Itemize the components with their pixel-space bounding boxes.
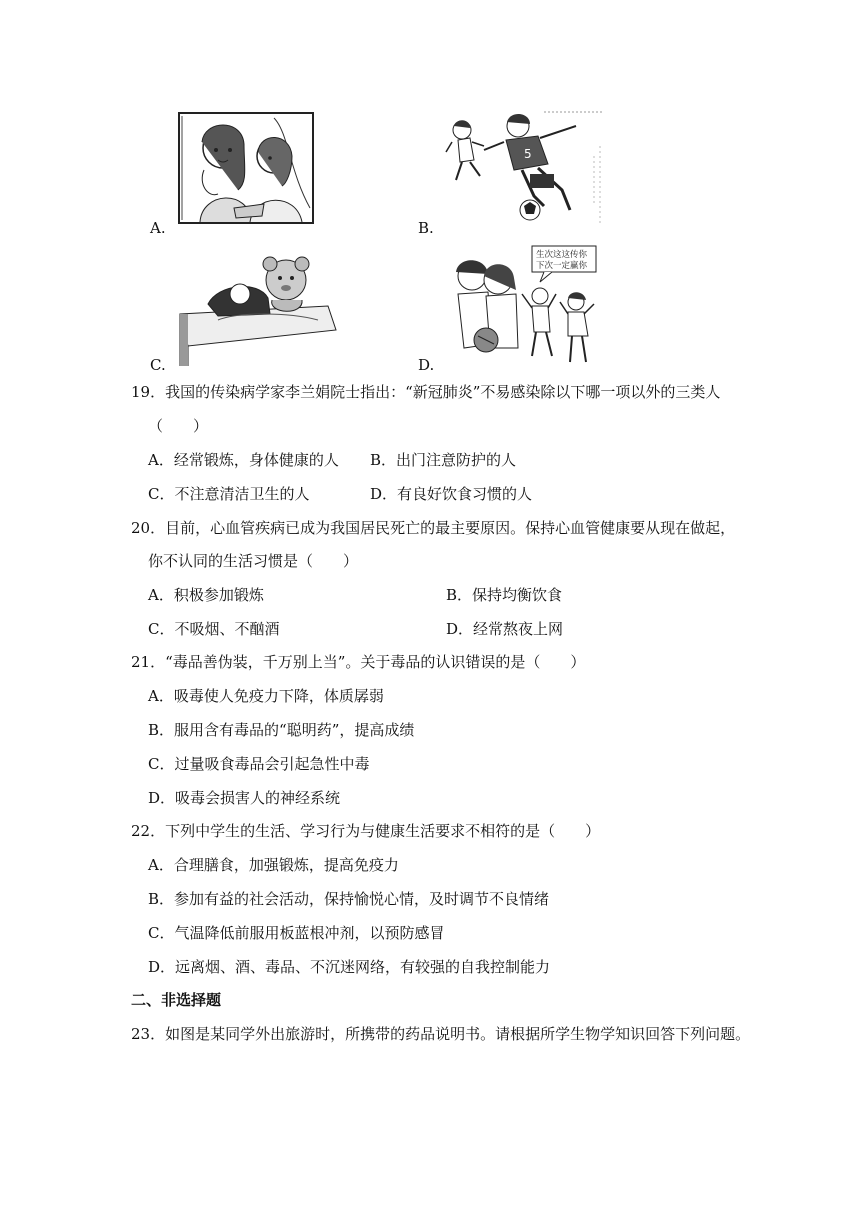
boys-playing-football-drawing bbox=[444, 106, 608, 226]
svg-text:5: 5 bbox=[524, 147, 532, 161]
q19-option-b[interactable]: B．出门注意防护的人 bbox=[370, 451, 517, 469]
q21-option-b[interactable]: B．服用含有毒品的“聪明药”，提高成绩 bbox=[148, 721, 415, 739]
q20-option-b[interactable]: B．保持均衡饮食 bbox=[446, 586, 563, 604]
option-a-label[interactable]: A. bbox=[150, 219, 166, 237]
option-b-illustration bbox=[444, 106, 608, 226]
q20-stem-line1: 20．目前，心血管疾病已成为我国居民死亡的最主要原因。保持心血管健康要从现在做起， bbox=[131, 519, 736, 537]
option-b-label[interactable]: B. bbox=[418, 219, 434, 237]
q20-option-c[interactable]: C．不吸烟、不酗酒 bbox=[148, 620, 280, 638]
q19-answer-blank: （ ） bbox=[148, 417, 209, 435]
q19-option-d[interactable]: D．有良好饮食习惯的人 bbox=[370, 485, 533, 503]
q19-option-a[interactable]: A．经常锻炼，身体健康的人 bbox=[148, 451, 339, 469]
girl-sleeping-with-teddy-bear-drawing bbox=[178, 250, 338, 366]
q21-option-c[interactable]: C．过量吸食毒品会引起急性中毒 bbox=[148, 755, 370, 773]
two-girls-talking-drawing bbox=[178, 112, 314, 224]
q21-stem: 21．“毒品善伪装，千万别上当”。关于毒品的认识错误的是（ ） bbox=[131, 653, 586, 671]
section-heading: 二、非选择题 bbox=[131, 991, 222, 1009]
option-a-illustration bbox=[178, 112, 314, 224]
q19-option-c[interactable]: C．不注意清洁卫生的人 bbox=[148, 485, 310, 503]
q22-option-d[interactable]: D．远离烟、酒、毒品、不沉迷网络，有较强的自我控制能力 bbox=[148, 958, 551, 976]
q22-option-c[interactable]: C．气温降低前服用板蓝根冲剂，以预防感冒 bbox=[148, 924, 445, 942]
q21-option-d[interactable]: D．吸毒会损害人的神经系统 bbox=[148, 789, 341, 807]
option-c-illustration bbox=[178, 250, 338, 366]
q22-option-b[interactable]: B．参加有益的社会活动，保持愉悦心情，及时调节不良情绪 bbox=[148, 890, 550, 908]
svg-text:下次一定赢你: 下次一定赢你 bbox=[536, 261, 588, 271]
q21-option-a[interactable]: A．吸毒使人免疫力下降，体质孱弱 bbox=[148, 687, 384, 705]
q20-stem-line2: 你不认同的生活习惯是（ ） bbox=[148, 552, 359, 570]
q20-option-d[interactable]: D．经常熬夜上网 bbox=[446, 620, 564, 638]
q19-stem: 19．我国的传染病学家李兰娟院士指出：“新冠肺炎”不易感染除以下哪一项以外的三类人 bbox=[131, 383, 721, 401]
q22-option-a[interactable]: A．合理膳食，加强锻炼，提高免疫力 bbox=[148, 856, 399, 874]
option-d-label[interactable]: D. bbox=[418, 356, 435, 374]
q23-stem: 23．如图是某同学外出旅游时，所携带的药品说明书。请根据所学生物学知识回答下列问题。 bbox=[131, 1025, 751, 1043]
q20-option-a[interactable]: A．积极参加锻炼 bbox=[148, 586, 264, 604]
svg-text:生次这这传你: 生次这这传你 bbox=[536, 250, 588, 260]
q22-stem: 22．下列中学生的生活、学习行为与健康生活要求不相符的是（ ） bbox=[131, 822, 601, 840]
option-c-label[interactable]: C. bbox=[150, 356, 166, 374]
option-d-illustration bbox=[444, 244, 608, 368]
children-cheering-drawing bbox=[444, 244, 608, 368]
